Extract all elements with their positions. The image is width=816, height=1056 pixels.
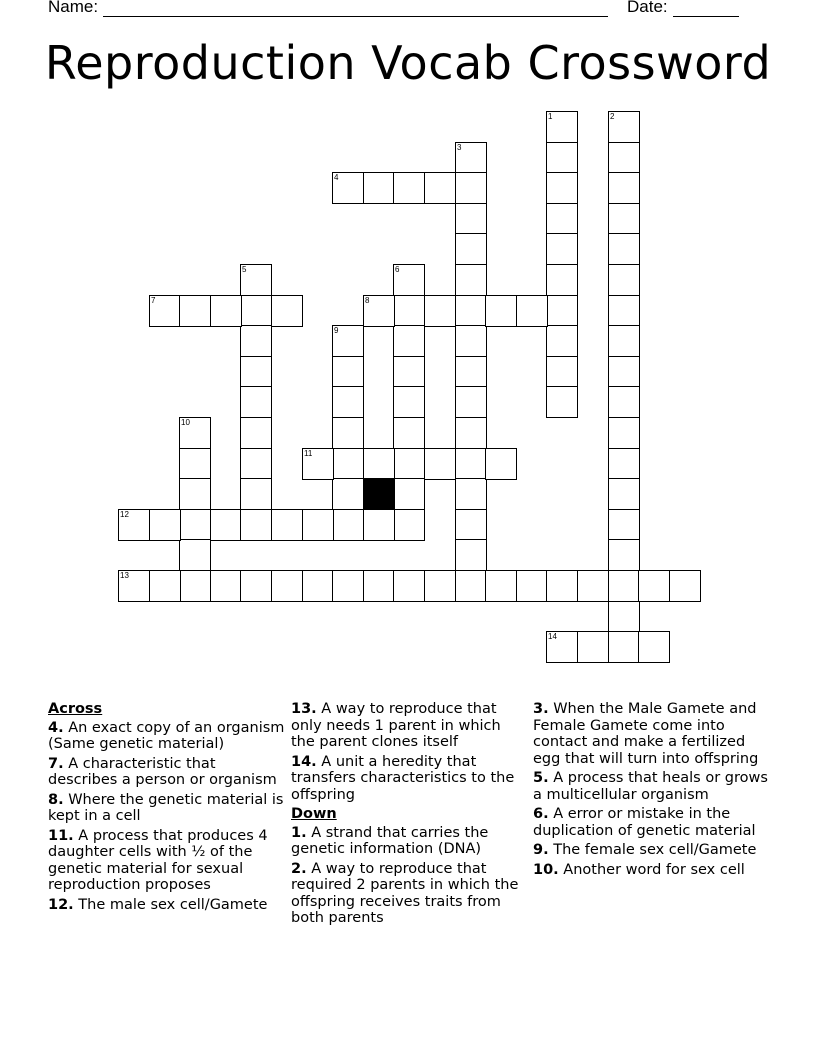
crossword-cell[interactable] [455, 172, 487, 204]
crossword-cell[interactable] [240, 417, 272, 449]
crossword-cell[interactable] [608, 172, 640, 204]
crossword-cell[interactable] [149, 295, 181, 327]
crossword-cell[interactable] [455, 509, 487, 541]
down-clue [533, 842, 773, 859]
across-clue [48, 720, 286, 753]
crossword-cell[interactable] [332, 325, 364, 357]
crossword-cell[interactable] [393, 325, 425, 357]
crossword-cell[interactable] [608, 448, 640, 480]
crossword-cell[interactable] [546, 142, 578, 174]
clue-text: A characteristic that describes a person or organism [48, 755, 277, 788]
crossword-cell[interactable] [302, 570, 334, 602]
crossword-cell[interactable] [608, 631, 640, 663]
clue-text: A strand that carries the genetic information (DNA) [291, 824, 489, 857]
crossword-cell[interactable] [455, 264, 487, 296]
crossword-cell[interactable] [271, 295, 303, 327]
crossword-cell[interactable] [393, 356, 425, 388]
crossword-cell[interactable] [332, 386, 364, 418]
crossword-cell[interactable] [455, 203, 487, 235]
crossword-cell[interactable] [179, 509, 211, 541]
crossword-cell[interactable] [179, 417, 211, 449]
crossword-cell[interactable] [546, 264, 578, 296]
crossword-cell[interactable] [393, 448, 425, 480]
clue-number-label: 4 [334, 173, 339, 182]
crossword-cell[interactable] [608, 233, 640, 265]
crossword-cell[interactable] [179, 539, 211, 571]
crossword-cell[interactable] [363, 172, 395, 204]
across-clue [48, 792, 286, 825]
down-clue [533, 862, 773, 879]
clue-text: A way to reproduce that required 2 parents in which the offspring receives traits from both parents [291, 860, 519, 926]
crossword-cell[interactable] [363, 448, 395, 480]
crossword-cell[interactable] [577, 570, 609, 602]
clue-number-label: 12 [120, 510, 129, 519]
clue-number: 6. [533, 806, 549, 822]
crossword-cell[interactable] [393, 172, 425, 204]
crossword-cell[interactable] [455, 142, 487, 174]
crossword-cell[interactable] [608, 142, 640, 174]
clue-text: An exact copy of an organism (Same genetic material) [48, 719, 285, 752]
crossword-cell[interactable] [608, 509, 640, 541]
clue-number: 10. [533, 861, 559, 878]
clue-text: When the Male Gamete and Female Gamete come into contact and make a fertilized egg that will turn into offspring [533, 701, 759, 767]
crossword-cell[interactable] [393, 478, 425, 510]
crossword-cell[interactable] [302, 448, 334, 480]
crossword-cell[interactable] [424, 295, 456, 327]
clue-number: 3. [533, 701, 549, 717]
across-clue [291, 701, 529, 751]
crossword-cell[interactable] [546, 203, 578, 235]
crossword-cell[interactable] [424, 570, 456, 602]
clue-number: 13. [291, 701, 317, 717]
clue-number: 5. [533, 770, 549, 786]
crossword-cell[interactable] [455, 386, 487, 418]
crossword-cell[interactable] [363, 295, 395, 327]
crossword-cell[interactable] [179, 478, 211, 510]
clue-text: A process that heals or grows a multicellular organism [533, 770, 768, 803]
crossword-cell[interactable] [608, 570, 640, 602]
crossword-cell[interactable] [608, 325, 640, 357]
crossword-cell[interactable] [546, 386, 578, 418]
across-heading: Across [48, 701, 103, 717]
clue-number-label: 7 [151, 296, 156, 305]
clue-number: 8. [48, 791, 64, 808]
crossword-cell[interactable] [608, 478, 640, 510]
crossword-cell[interactable] [393, 264, 425, 296]
across-clue [48, 897, 286, 914]
crossword-cell[interactable] [485, 570, 517, 602]
down-clue [291, 825, 529, 858]
crossword-cell[interactable] [455, 478, 487, 510]
clues-column-1 [48, 701, 286, 916]
clue-number-label: 14 [548, 632, 557, 641]
crossword-cell[interactable] [332, 509, 364, 541]
crossword-cell[interactable] [240, 570, 272, 602]
clue-text: The male sex cell/Gamete [73, 896, 268, 913]
crossword-cell[interactable] [455, 448, 487, 480]
clue-number: 1. [291, 824, 307, 841]
clue-number-label: 13 [120, 571, 129, 580]
crossword-cell[interactable] [608, 356, 640, 388]
crossword-cell[interactable] [332, 417, 364, 449]
crossword-cell[interactable] [455, 295, 487, 327]
crossword-cell[interactable] [608, 203, 640, 235]
crossword-cell[interactable] [455, 417, 487, 449]
crossword-cell[interactable] [240, 295, 272, 327]
clue-text: Another word for sex cell [558, 861, 745, 878]
crossword-cell[interactable] [332, 448, 364, 480]
crossword-cell[interactable] [393, 570, 425, 602]
crossword-cell[interactable] [455, 356, 487, 388]
crossword-cell[interactable] [240, 478, 272, 510]
clue-text: A unit a heredity that transfers characteristics to the offspring [291, 753, 515, 803]
crossword-cell[interactable] [455, 570, 487, 602]
crossword-cell[interactable] [608, 264, 640, 296]
across-clue [48, 756, 286, 789]
crossword-cell[interactable] [546, 295, 578, 327]
down-clue [533, 806, 773, 839]
crossword-cell[interactable] [546, 356, 578, 388]
crossword-cell[interactable] [179, 570, 211, 602]
crossword-cell[interactable] [240, 386, 272, 418]
crossword-cell[interactable] [608, 601, 640, 633]
crossword-cell[interactable] [546, 172, 578, 204]
clue-number: 2. [291, 860, 307, 877]
down-heading: Down [291, 806, 337, 822]
clue-number-label: 9 [334, 326, 339, 335]
crossword-cell[interactable] [608, 417, 640, 449]
crossword-cell[interactable] [240, 325, 272, 357]
clue-number: 12. [48, 896, 74, 913]
crossword-cell[interactable] [149, 570, 181, 602]
crossword-cell[interactable] [455, 539, 487, 571]
crossword-cell[interactable] [608, 111, 640, 143]
crossword-cell[interactable] [638, 631, 670, 663]
crossword-cell[interactable] [455, 325, 487, 357]
down-clue [533, 770, 773, 803]
clue-text: Where the genetic material is kept in a cell [48, 791, 284, 824]
clues-column-3 [533, 701, 773, 881]
crossword-black-cell [363, 478, 395, 510]
crossword-cell[interactable] [669, 570, 701, 602]
crossword-cell[interactable] [179, 295, 211, 327]
crossword-cell[interactable] [332, 172, 364, 204]
crossword-cell[interactable] [332, 570, 364, 602]
crossword-cell[interactable] [608, 386, 640, 418]
name-label: Name: [48, 0, 99, 16]
crossword-cell[interactable] [424, 172, 456, 204]
across-clue [291, 754, 529, 804]
crossword-cell[interactable] [546, 233, 578, 265]
crossword-cell[interactable] [608, 539, 640, 571]
page-title: Reproduction Vocab Crossword [44, 36, 772, 90]
crossword-cell[interactable] [546, 631, 578, 663]
crossword-cell[interactable] [608, 295, 640, 327]
clue-number-label: 5 [242, 265, 247, 274]
clue-number-label: 11 [304, 449, 313, 458]
crossword-cell[interactable] [393, 386, 425, 418]
clue-number: 11. [48, 827, 74, 844]
crossword-cell[interactable] [179, 448, 211, 480]
clue-number: 9. [533, 842, 549, 858]
crossword-cell[interactable] [332, 478, 364, 510]
crossword-cell[interactable] [302, 509, 334, 541]
clue-number: 4. [48, 719, 64, 736]
crossword-cell[interactable] [485, 295, 517, 327]
crossword-cell[interactable] [149, 509, 181, 541]
crossword-cell[interactable] [118, 509, 150, 541]
crossword-cell[interactable] [485, 448, 517, 480]
down-clue [291, 861, 529, 927]
crossword-cell[interactable] [363, 509, 395, 541]
crossword-cell[interactable] [271, 570, 303, 602]
crossword-cell[interactable] [332, 356, 364, 388]
clue-number-label: 2 [610, 112, 615, 121]
crossword-cell[interactable] [210, 570, 242, 602]
crossword-cell[interactable] [393, 417, 425, 449]
clue-number-label: 3 [457, 143, 462, 152]
date-label: Date: [627, 0, 668, 16]
crossword-cell[interactable] [393, 295, 425, 327]
crossword-cell[interactable] [516, 570, 548, 602]
crossword-cell[interactable] [638, 570, 670, 602]
crossword-cell[interactable] [271, 509, 303, 541]
crossword-cell[interactable] [210, 509, 242, 541]
crossword-cell[interactable] [240, 509, 272, 541]
clue-number: 14. [291, 753, 317, 770]
crossword-cell[interactable] [363, 570, 395, 602]
crossword-cell[interactable] [546, 325, 578, 357]
clue-number-label: 10 [181, 418, 190, 427]
clue-number-label: 8 [365, 296, 370, 305]
crossword-cell[interactable] [210, 295, 242, 327]
clue-text: A process that produces 4 daughter cells with ½ of the genetic material for sexual reproduction proposes [48, 827, 268, 893]
crossword-cell[interactable] [455, 233, 487, 265]
clue-text: A error or mistake in the duplication of genetic material [533, 806, 756, 839]
clue-text: The female sex cell/Gamete [548, 842, 757, 858]
crossword-cell[interactable] [516, 295, 548, 327]
down-clue [533, 701, 773, 767]
crossword-cell[interactable] [118, 570, 150, 602]
clue-number-label: 1 [548, 112, 553, 121]
crossword-cell[interactable] [240, 264, 272, 296]
clue-number: 7. [48, 755, 64, 772]
crossword-cell[interactable] [240, 448, 272, 480]
crossword-cell[interactable] [240, 356, 272, 388]
clue-number-label: 6 [395, 265, 400, 274]
crossword-cell[interactable] [424, 448, 456, 480]
across-clue [48, 828, 286, 894]
crossword-cell[interactable] [546, 111, 578, 143]
crossword-cell[interactable] [393, 509, 425, 541]
crossword-cell[interactable] [546, 570, 578, 602]
clues-column-2 [291, 701, 529, 930]
clue-text: A way to reproduce that only needs 1 parent in which the parent clones itself [291, 701, 501, 750]
crossword-cell[interactable] [577, 631, 609, 663]
